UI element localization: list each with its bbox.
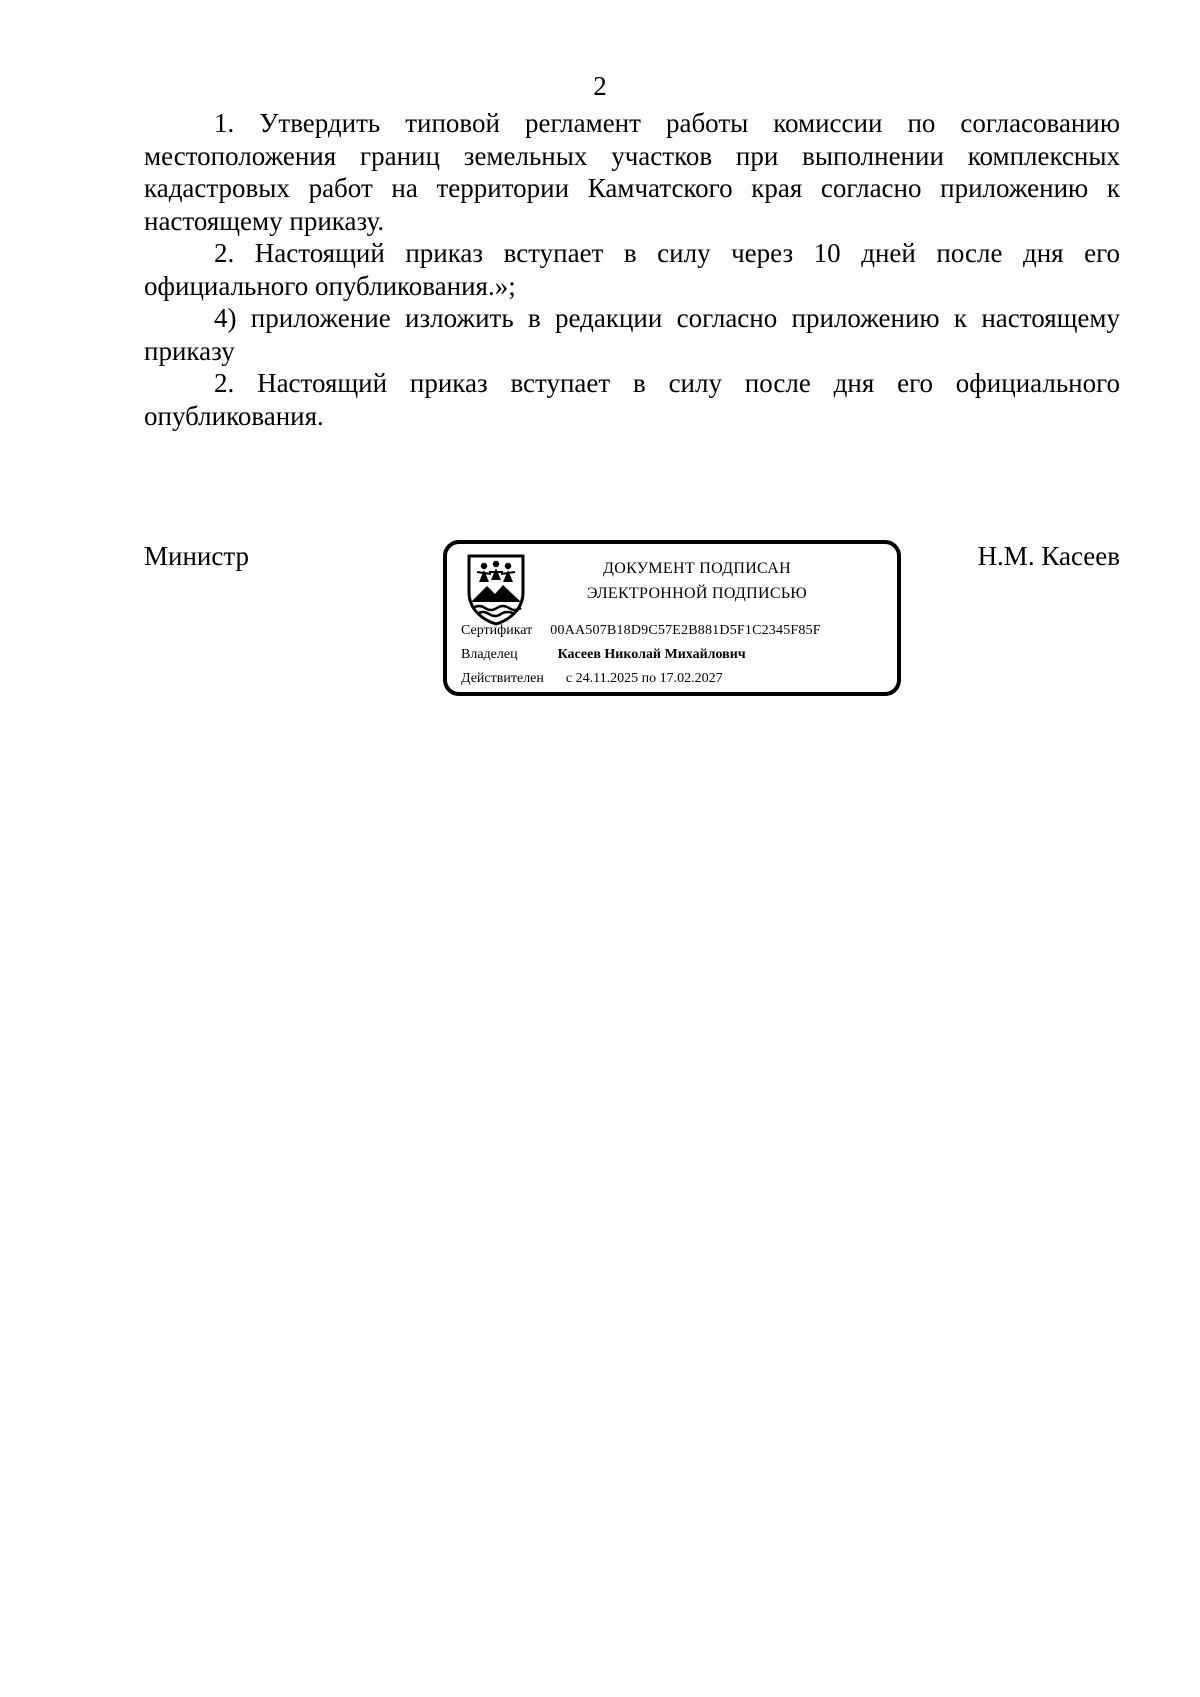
paragraph-approve-regulation: 1. Утвердить типовой регламент работы комиссии по согласованию местоположения границ земельных участков при выполнении комплексных кадастровых работ на территории Камчатского края согласно приложению к настоящему приказу. bbox=[144, 108, 1120, 236]
certificate-label: Сертификат bbox=[461, 623, 533, 638]
signatory-position: Министр bbox=[144, 541, 249, 571]
electronic-signature-stamp bbox=[443, 540, 901, 696]
document-body bbox=[144, 107, 1120, 432]
owner-label: Владелец bbox=[461, 647, 518, 662]
stamp-certificate-row bbox=[461, 622, 821, 640]
validity-value: с 24.11.2025 по 17.02.2027 bbox=[565, 671, 723, 686]
validity-label: Действителен bbox=[461, 671, 544, 686]
certificate-value: 00AA507B18D9C57E2B881D5F1C2345F85F bbox=[550, 623, 821, 638]
stamp-title-line-1: ДОКУМЕНТ ПОДПИСАН bbox=[603, 560, 791, 577]
stamp-owner-row bbox=[461, 646, 746, 664]
paragraph-effective-date: 2. Настоящий приказ вступает в силу после дня его официального опубликования. bbox=[144, 368, 1120, 431]
paragraph-effective-date-10-days: 2. Настоящий приказ вступает в силу через 10 дней после дня его официального опубликования.»; bbox=[144, 238, 1120, 301]
paragraph-appendix-edit: 4) приложение изложить в редакции согласно приложению к настоящему приказу bbox=[144, 303, 1120, 366]
page-number: 2 bbox=[593, 71, 607, 101]
owner-value: Касеев Николай Михайлович bbox=[557, 647, 746, 662]
stamp-title-line-2: ЭЛЕКТРОННОЙ ПОДПИСЬЮ bbox=[586, 585, 808, 602]
stamp-title bbox=[547, 556, 847, 606]
stamp-validity-row bbox=[461, 670, 723, 688]
kamchatka-coat-of-arms-icon bbox=[465, 552, 527, 626]
signatory-name: Н.М. Касеев bbox=[977, 541, 1120, 571]
